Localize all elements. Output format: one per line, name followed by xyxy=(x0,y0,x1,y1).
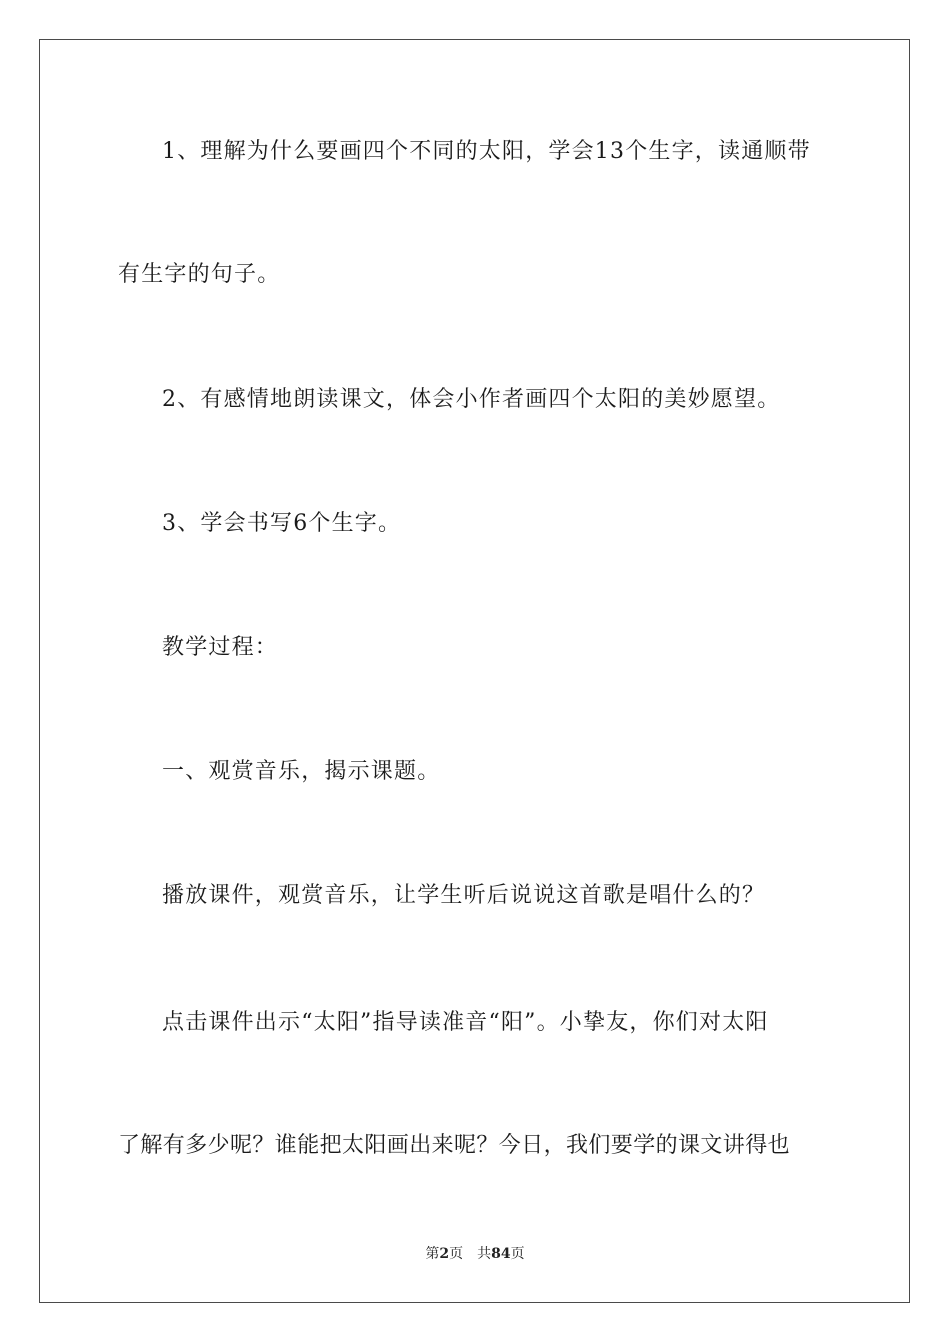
paragraph-line-3: 2、有感情地朗读课文，体会小作者画四个太阳的美妙愿望。 xyxy=(162,387,781,412)
footer-page-suffix: 页 xyxy=(449,1246,464,1262)
footer-total-prefix: 共 xyxy=(477,1246,492,1262)
footer-page-prefix: 第 xyxy=(425,1246,440,1262)
paragraph-line-7: 播放课件，观赏音乐，让学生听后说说这首歌是唱什么的？ xyxy=(162,883,766,908)
paragraph-line-2: 有生字的句子。 xyxy=(118,262,281,287)
footer-page-number: 2 xyxy=(439,1246,450,1262)
paragraph-line-1: 1、理解为什么要画四个不同的太阳，学会13个生字，读通顺带 xyxy=(162,139,811,164)
section-heading-teaching-process: 教学过程： xyxy=(162,635,279,660)
footer-total-suffix: 页 xyxy=(510,1246,525,1262)
footer-total-pages: 84 xyxy=(491,1246,511,1262)
paragraph-line-4: 3、学会书写6个生字。 xyxy=(162,511,402,536)
section-heading-one: 一、观赏音乐，揭示课题。 xyxy=(162,759,441,784)
page-border xyxy=(39,39,910,1303)
paragraph-line-8: 点击课件出示“太阳”指导读准音“阳”。小挚友，你们对太阳 xyxy=(162,1010,769,1035)
paragraph-line-9: 了解有多少呢？谁能把太阳画出来呢？今日，我们要学的课文讲得也 xyxy=(118,1133,791,1158)
page-footer xyxy=(0,1244,950,1264)
